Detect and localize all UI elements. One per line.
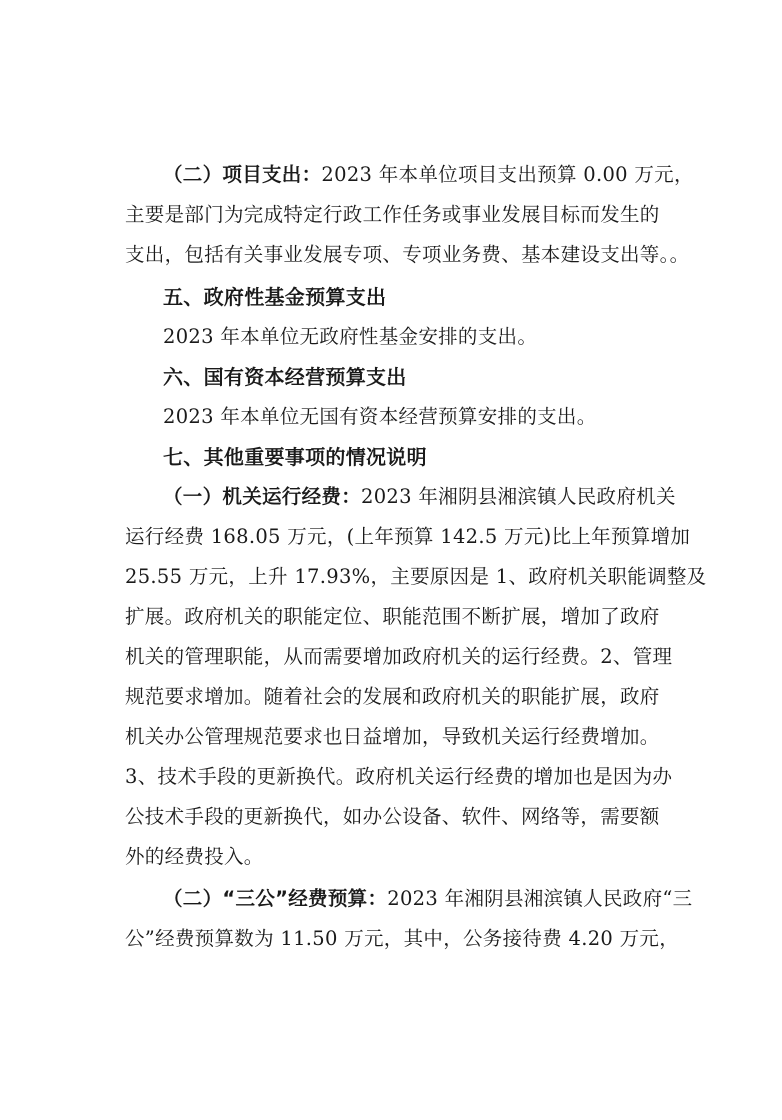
section-heading-5: 五、政府性基金预算支出 xyxy=(163,285,387,309)
operating-expense-line-10: 外的经费投入。 xyxy=(125,845,264,868)
operating-expense-line-2: 运行经费 168.05 万元，(上年预算 142.5 万元)比上年预算增加 xyxy=(125,525,691,548)
three-public-line-2: 公”经费预算数为 11.50 万元，其中，公务接待费 4.20 万元， xyxy=(125,927,680,950)
project-expense-line-1 xyxy=(163,160,723,190)
colon: ： xyxy=(301,163,322,186)
operating-expense-line-9: 公技术手段的更新换代，如办公设备、软件、网络等，需要额 xyxy=(125,805,660,828)
three-public-heading: （二）“三公”经费预算 xyxy=(163,887,368,910)
operating-expense-heading: （一）机关运行经费 xyxy=(163,485,342,508)
project-expense-line-2: 主要是部门为完成特定行政工作任务或事业发展目标而发生的 xyxy=(125,203,660,226)
section-heading-7: 七、其他重要事项的情况说明 xyxy=(163,445,427,469)
section-5-text: 2023 年本单位无政府性基金安排的支出。 xyxy=(163,325,538,348)
colon: ： xyxy=(367,887,388,910)
operating-expense-line-1 xyxy=(163,482,723,512)
section-heading-6: 六、国有资本经营预算支出 xyxy=(163,365,407,389)
three-public-line-1 xyxy=(163,884,723,914)
operating-expense-text-1: 2023 年湘阴县湘滨镇人民政府机关 xyxy=(361,485,676,508)
three-public-text-1: 2023 年湘阴县湘滨镇人民政府“三 xyxy=(387,887,693,910)
colon: ： xyxy=(341,485,362,508)
operating-expense-line-6: 规范要求增加。随着社会的发展和政府机关的职能扩展，政府 xyxy=(125,685,660,708)
section-6-text: 2023 年本单位无国有资本经营预算安排的支出。 xyxy=(163,405,597,428)
operating-expense-line-8: 3、技术手段的更新换代。政府机关运行经费的增加也是因为办 xyxy=(125,765,673,788)
operating-expense-line-3: 25.55 万元，上升 17.93%，主要原因是 1、政府机关职能调整及 xyxy=(125,565,707,588)
project-expense-heading: （二）项目支出 xyxy=(163,163,302,186)
project-expense-line-3: 支出，包括有关事业发展专项、专项业务费、基本建设支出等。。 xyxy=(125,243,690,266)
project-expense-text-1: 2023 年本单位项目支出预算 0.00 万元， xyxy=(321,163,694,186)
operating-expense-line-4: 扩展。政府机关的职能定位、职能范围不断扩展，增加了政府 xyxy=(125,605,660,628)
operating-expense-line-5: 机关的管理职能，从而需要增加政府机关的运行经费。2、管理 xyxy=(125,645,673,668)
operating-expense-line-7: 机关办公管理规范要求也日益增加，导致机关运行经费增加。 xyxy=(125,725,660,748)
